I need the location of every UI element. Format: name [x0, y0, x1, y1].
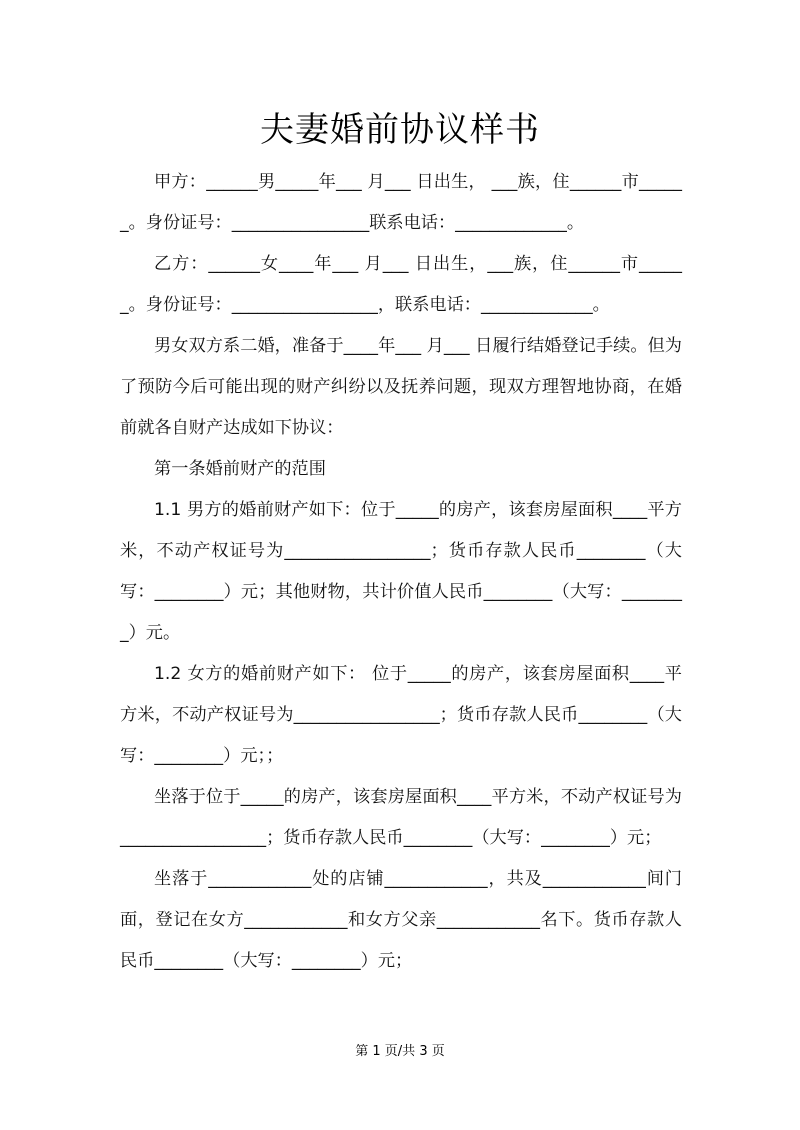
- property-location-paragraph: 坐落于位于_____的房产，该套房屋面积____平方米，不动产权证号为_________________；货币存款人民币________（大写：________）元；: [120, 787, 682, 848]
- clause-1-2-paragraph: 1.2 女方的婚前财产如下： 位于_____的房产，该套房屋面积____平方米，不动产权证号为_________________；货币存款人民币________（大写：________）元；；: [120, 664, 682, 766]
- shop-location-paragraph: 坐落于____________处的店铺____________，共及____________间门面，登记在女方____________和女方父亲____________名下。货币存款人民币________（大写：________）元；: [120, 869, 682, 971]
- document-title: 夫妻婚前协议样书: [260, 110, 540, 150]
- preamble-paragraph: 男女双方系二婚，准备于____年___ 月___ 日履行结婚登记手续。但为了预防今后可能出现的财产纠纷以及抚养问题，现双方理智地协商，在婚前就各自财产达成如下协议：: [120, 336, 682, 438]
- party-a-paragraph: 甲方：______男_____年___ 月___ 日出生， ___族，住______市______。身份证号：________________联系电话：_____________。: [120, 172, 682, 233]
- party-b-paragraph: 乙方：______女____年___ 月___ 日出生，___族，住______市______。身份证号：_________________，联系电话：_____________。: [120, 254, 682, 315]
- page-number-footer: 第 1 页/共 3 页: [355, 1044, 445, 1059]
- document-body: [120, 162, 682, 982]
- article-one-heading: 第一条婚前财产的范围: [154, 459, 326, 479]
- clause-1-1-paragraph: 1.1 男方的婚前财产如下：位于_____的房产，该套房屋面积____平方米，不动产权证号为_________________；货币存款人民币________（大写：________）元；其他财物，共计价值人民币________（大写：________）元。: [120, 500, 682, 643]
